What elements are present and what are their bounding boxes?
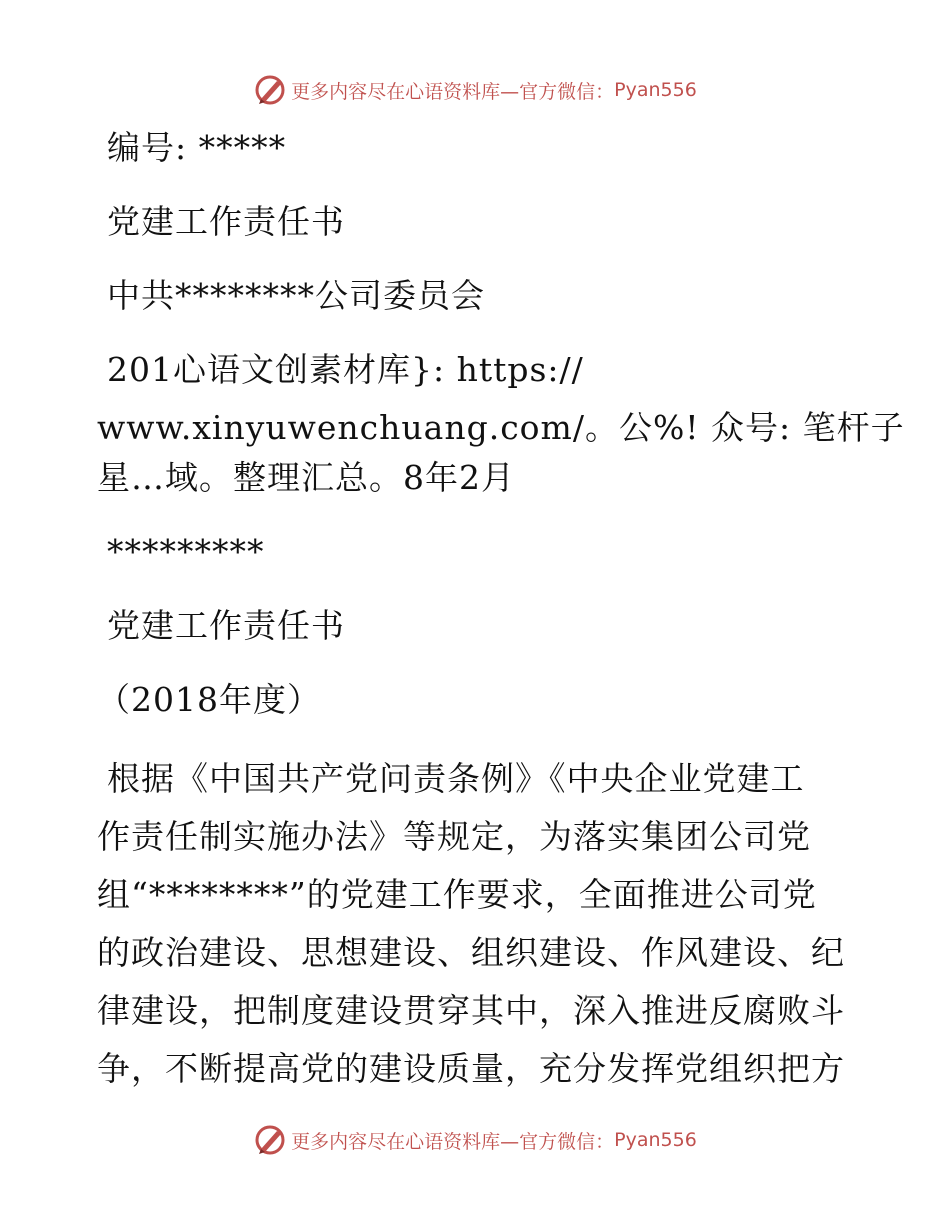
body-line-2: 作责任制实施办法》等规定，为落实集团公司党 [97,817,811,856]
body-paragraph [97,750,857,1098]
pen-logo-icon [253,1123,287,1157]
body-line-4: 的政治建设、思想建设、组织建设、作风建设、纪 [97,933,845,972]
source-line-3: 星…域。整理汇总。8年2月 [97,458,515,497]
pen-logo-icon [253,73,287,107]
footer-banner-wechat: Pyan556 [614,1129,697,1151]
body-line-3: 组“********”的党建工作要求，全面推进公司党 [97,875,817,914]
stars-line: ********* [107,532,265,571]
header-banner-text: 更多内容尽在心语资料库—官方微信： [291,80,615,103]
organization-name: 中共********公司委员会 [107,276,485,315]
document-body [97,124,905,1098]
header-banner-wechat: Pyan556 [614,79,697,101]
footer-banner-text: 更多内容尽在心语资料库—官方微信： [291,1130,615,1153]
body-line-1: 根据《中国共产党问责条例》《中央企业党建工 [107,759,805,798]
body-line-5: 律建设，把制度建设贯穿其中，深入推进反腐败斗 [97,991,845,1030]
header-banner [0,70,950,110]
body-line-6: 争，不断提高党的建设质量，充分发挥党组织把方 [97,1049,845,1088]
document-subtitle: 党建工作责任书 [107,606,345,645]
document-title: 党建工作责任书 [107,202,345,241]
footer-banner [0,1120,950,1160]
source-line-2: www.xinyuwenchuang.com/。公%! 众号: 笔杆子 [97,408,905,447]
source-line-1: 201心语文创素材库}: https:// [107,350,584,389]
document-number: 编号: ***** [107,128,287,167]
document-year: （2018年度） [97,680,321,719]
